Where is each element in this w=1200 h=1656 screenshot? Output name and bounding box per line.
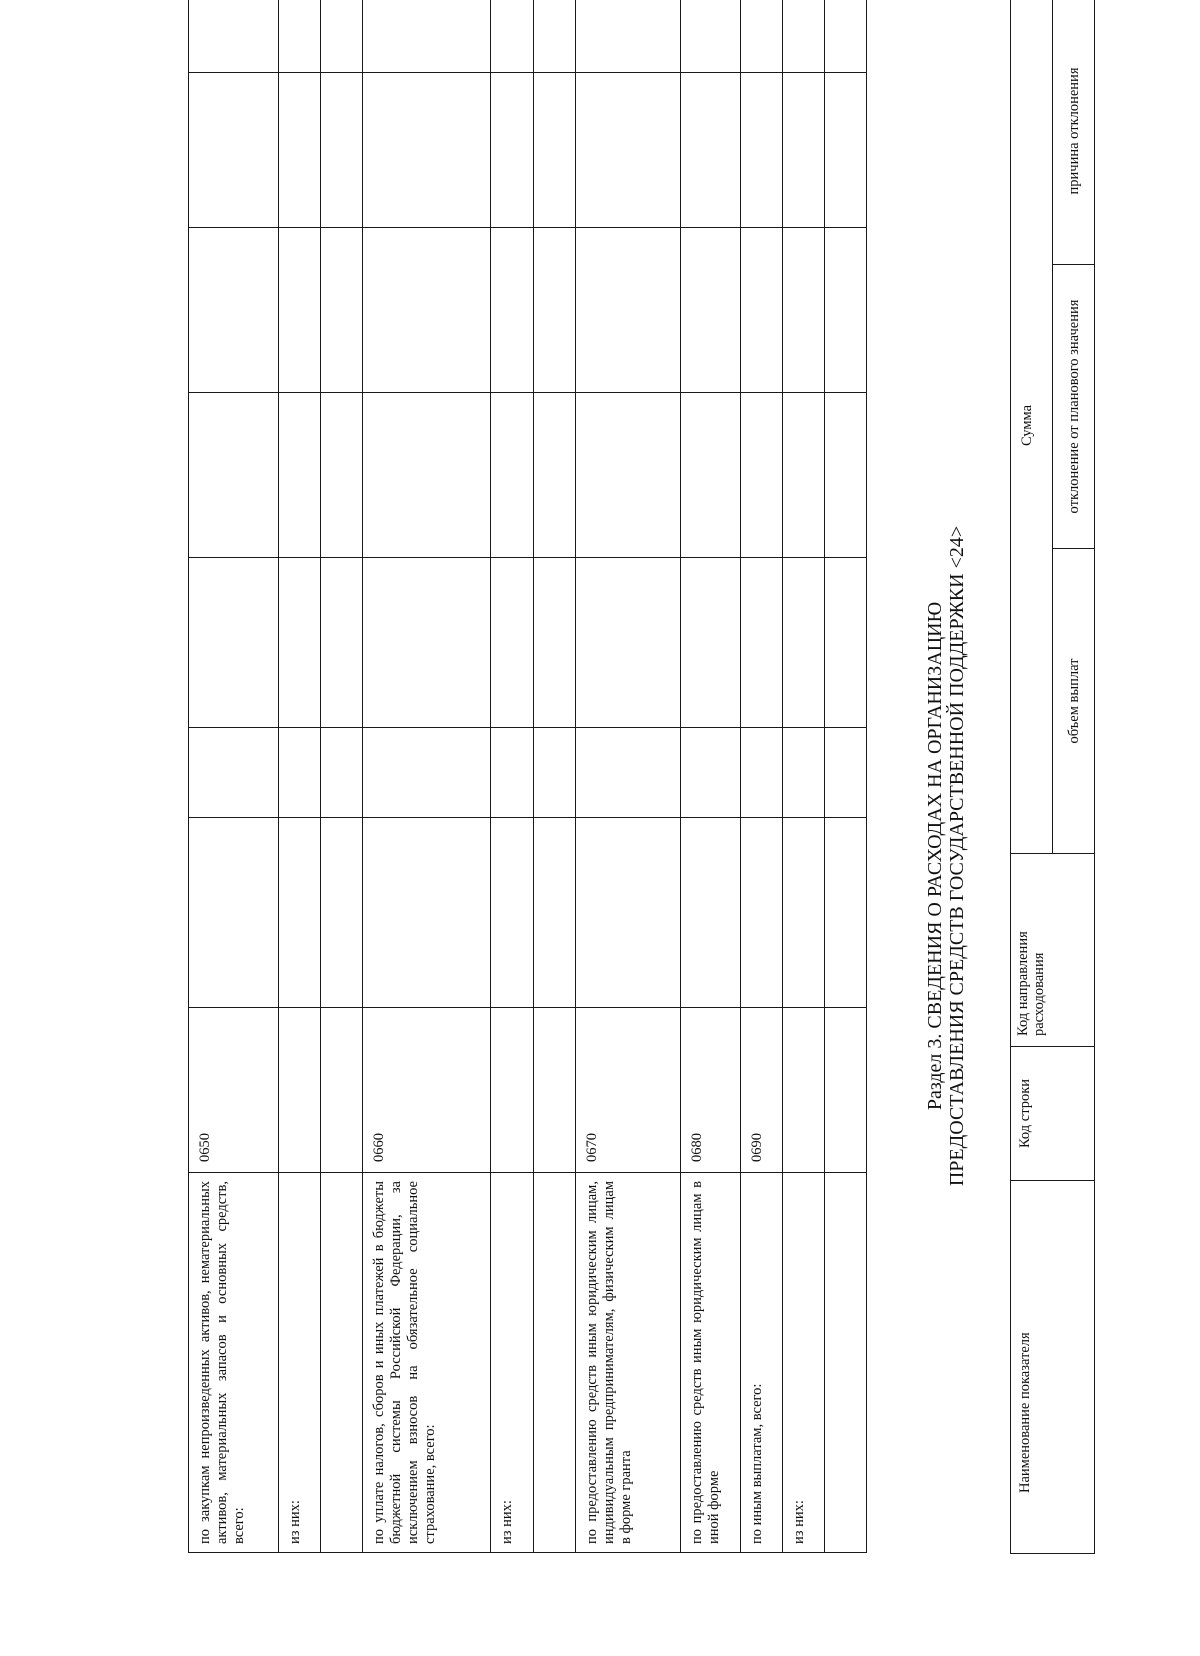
- table-row: [189, 0, 279, 1553]
- row-name: по предоставлению средств иным юридическим лицам, индивидуальным предпринимателям, физическим лицам в форме гранта: [576, 1173, 681, 1553]
- table-row: [279, 0, 321, 1553]
- column-header-name: Наименование показателя: [1011, 1181, 1095, 1554]
- table-row: [363, 0, 491, 1553]
- column-header-direction-code: Код направления расходования: [1011, 854, 1095, 1047]
- column-header-volume: объем выплат: [1053, 549, 1095, 854]
- section-title-line1: Раздел 3. СВЕДЕНИЯ О РАСХОДАХ НА ОРГАНИЗАЦИЮ: [924, 601, 946, 1111]
- row-name: из них:: [279, 1173, 321, 1553]
- row-code: [825, 1008, 867, 1173]
- row-code: 0680: [681, 1008, 741, 1173]
- row-name: по предоставлению средств иным юридическим лицам в иной форме: [681, 1173, 741, 1553]
- table-row: [491, 0, 534, 1553]
- column-header-reason: причина отклонения: [1053, 0, 1095, 265]
- table-row: [825, 0, 867, 1553]
- row-code: [279, 1008, 321, 1173]
- column-header-code: Код строки: [1011, 1047, 1095, 1181]
- section-title: [924, 356, 968, 1356]
- table-row: [681, 0, 741, 1553]
- expenses-detail-table: [188, 0, 867, 1553]
- row-code: [783, 1008, 825, 1173]
- row-name: по уплате налогов, сборов и иных платежей в бюджеты бюджетной системы Российской Федерации, за исключением взносов на обязательное социальное страхование, всего:: [363, 1173, 491, 1553]
- column-header-sum: Сумма: [1011, 0, 1053, 854]
- row-code: 0660: [363, 1008, 491, 1173]
- row-name: из них:: [783, 1173, 825, 1553]
- table-row: [783, 0, 825, 1553]
- row-code: [321, 1008, 363, 1173]
- table-row: [576, 0, 681, 1553]
- row-code: 0690: [741, 1008, 783, 1173]
- table-row: [741, 0, 783, 1553]
- row-name: по иным выплатам, всего:: [741, 1173, 783, 1553]
- row-name: по закупкам непроизведенных активов, нематериальных активов, материальных запасов и основных средств, всего:: [189, 1173, 279, 1553]
- table-row: [534, 0, 576, 1553]
- row-name: [321, 1173, 363, 1553]
- row-name: [534, 1173, 576, 1553]
- column-header-deviation: отклонение от планового значения: [1053, 265, 1095, 549]
- row-name: [825, 1173, 867, 1553]
- row-code: 0650: [189, 1008, 279, 1173]
- row-name: из них:: [491, 1173, 534, 1553]
- section-title-line2: ПРЕДОСТАВЛЕНИЯ СРЕДСТВ ГОСУДАРСТВЕННОЙ ПОДДЕРЖКИ <24>: [946, 525, 968, 1187]
- row-code: [534, 1008, 576, 1173]
- row-code: [491, 1008, 534, 1173]
- section3-header-table: [1010, 0, 1095, 1554]
- row-code: 0670: [576, 1008, 681, 1173]
- table-row: [321, 0, 363, 1553]
